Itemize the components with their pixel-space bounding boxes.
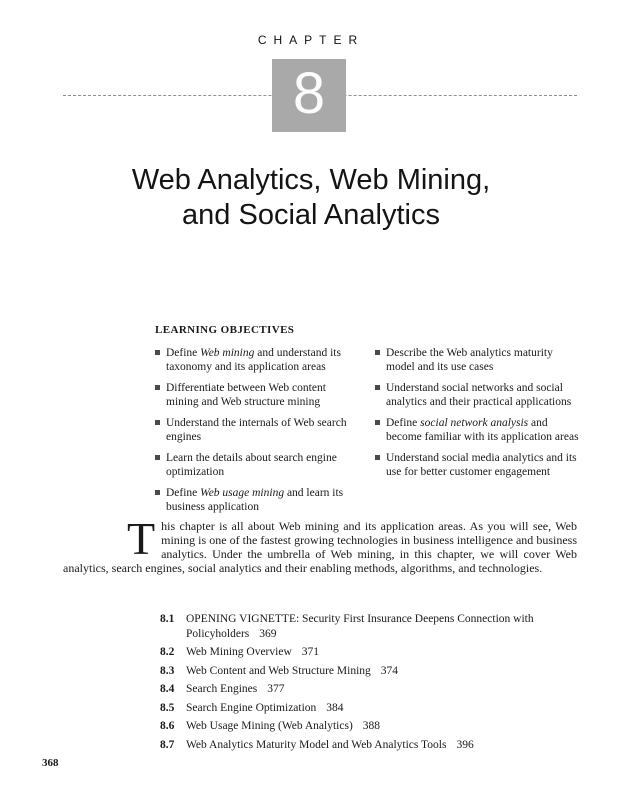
objective-item — [155, 451, 359, 479]
objectives-left-column — [155, 346, 359, 521]
objective-text — [386, 451, 579, 479]
objective-text-post: and become familiar with its application areas — [386, 417, 579, 443]
objective-text-post: and learn its business application — [166, 487, 344, 513]
toc-section-title: Search Engine Optimization — [186, 701, 317, 714]
objective-text — [166, 381, 359, 409]
objective-text — [166, 451, 359, 479]
objective-text-pre: Differentiate between Web content mining and Web structure mining — [166, 382, 326, 408]
objective-text — [166, 346, 359, 374]
toc-row — [160, 645, 584, 660]
objective-item — [375, 451, 579, 479]
objectives-right-column — [375, 346, 579, 521]
objective-text — [166, 486, 359, 514]
toc-section-title: Search Engines — [186, 683, 258, 695]
square-bullet-icon — [155, 385, 160, 390]
objective-text-pre: Define — [166, 347, 201, 359]
objective-text-em: Web usage mining — [200, 487, 285, 499]
square-bullet-icon — [375, 350, 380, 355]
chapter-title-line2: and Social Analytics — [182, 199, 440, 231]
toc-section-number: 8.1 — [160, 613, 175, 625]
toc-section-title: OPENING VIGNETTE: Security First Insurance Deepens Connection with Policyholders — [186, 613, 534, 640]
toc-page-number: 371 — [301, 646, 319, 658]
objective-text-pre: Learn the details about search engine optimization — [166, 452, 337, 478]
objective-text-pre: Understand social networks and social analytics and their practical applications — [386, 382, 572, 408]
toc-page-number: 377 — [267, 683, 285, 695]
objective-text-em: social network analysis — [420, 417, 529, 429]
objective-text-pre: Understand social media analytics and its use for better customer engagement — [386, 452, 577, 478]
chapter-number: 8 — [292, 60, 326, 126]
chapter-title-line1: Web Analytics, Web Mining, — [131, 164, 491, 196]
toc-page-number: 388 — [362, 720, 381, 732]
square-bullet-icon — [155, 350, 160, 355]
toc-page-number: 369 — [259, 627, 277, 640]
toc-section-title: Web Analytics Maturity Model and Web Analytics Tools — [186, 738, 447, 751]
toc-row — [160, 664, 584, 679]
toc-section-number: 8.6 — [160, 720, 175, 732]
toc-row — [160, 701, 584, 716]
toc-section-number: 8.5 — [160, 701, 175, 714]
folio-page-number: 368 — [42, 757, 59, 769]
toc-section-number: 8.3 — [160, 664, 175, 677]
toc-page-number: 374 — [380, 664, 399, 677]
objective-item — [155, 346, 359, 374]
objective-item — [375, 381, 579, 409]
objective-text — [386, 416, 579, 444]
drop-cap: T — [127, 513, 156, 564]
toc-row — [160, 612, 584, 641]
learning-objectives-section — [155, 324, 579, 521]
objective-text-pre: Define — [386, 417, 421, 429]
toc-page-number: 396 — [456, 738, 474, 751]
toc-section-title: Web Mining Overview — [186, 646, 292, 658]
objective-text-pre: Describe the Web analytics maturity model and its use cases — [386, 347, 553, 373]
learning-objectives-heading: LEARNING OBJECTIVES — [155, 324, 295, 336]
objective-text — [386, 346, 579, 374]
chapter-label: CHAPTER — [257, 33, 365, 47]
chapter-intro-paragraph — [63, 513, 577, 575]
toc-section-number: 8.4 — [160, 683, 175, 695]
chapter-contents-list — [160, 612, 584, 756]
intro-text: his chapter is all about Web mining and its application areas. As you will see, Web mining is one of the fastest growing technologies in business intelligence and business analytics. Under the umbrella of Web mining, in this chapter, we will cover Web analytics, search engines, social analytics and their enabling methods, algorithms, and technologies. — [63, 519, 577, 575]
square-bullet-icon — [375, 385, 380, 390]
square-bullet-icon — [155, 420, 160, 425]
objective-item — [155, 381, 359, 409]
chapter-number-box — [272, 59, 346, 132]
square-bullet-icon — [375, 420, 380, 425]
square-bullet-icon — [155, 455, 160, 460]
square-bullet-icon — [155, 490, 160, 495]
objective-text-em: Web mining — [200, 347, 255, 359]
objective-text — [386, 381, 579, 409]
objective-text-pre: Understand the internals of Web search engines — [166, 417, 347, 443]
objective-text-post: and understand its taxonomy and its application areas — [166, 347, 341, 373]
objective-item — [375, 416, 579, 444]
toc-section-number: 8.2 — [160, 646, 175, 658]
toc-section-title: Web Usage Mining (Web Analytics) — [186, 720, 353, 732]
objective-item — [155, 416, 359, 444]
objective-item — [375, 346, 579, 374]
objective-text — [166, 416, 359, 444]
objectives-columns — [155, 346, 579, 521]
objective-item — [155, 486, 359, 514]
toc-row — [160, 738, 584, 753]
toc-section-number: 8.7 — [160, 738, 175, 751]
toc-page-number: 384 — [326, 701, 344, 714]
toc-section-title: Web Content and Web Structure Mining — [186, 664, 371, 677]
toc-row — [160, 719, 584, 734]
square-bullet-icon — [375, 455, 380, 460]
toc-row — [160, 682, 584, 697]
objective-text-pre: Define — [166, 487, 201, 499]
chapter-title — [0, 163, 622, 233]
